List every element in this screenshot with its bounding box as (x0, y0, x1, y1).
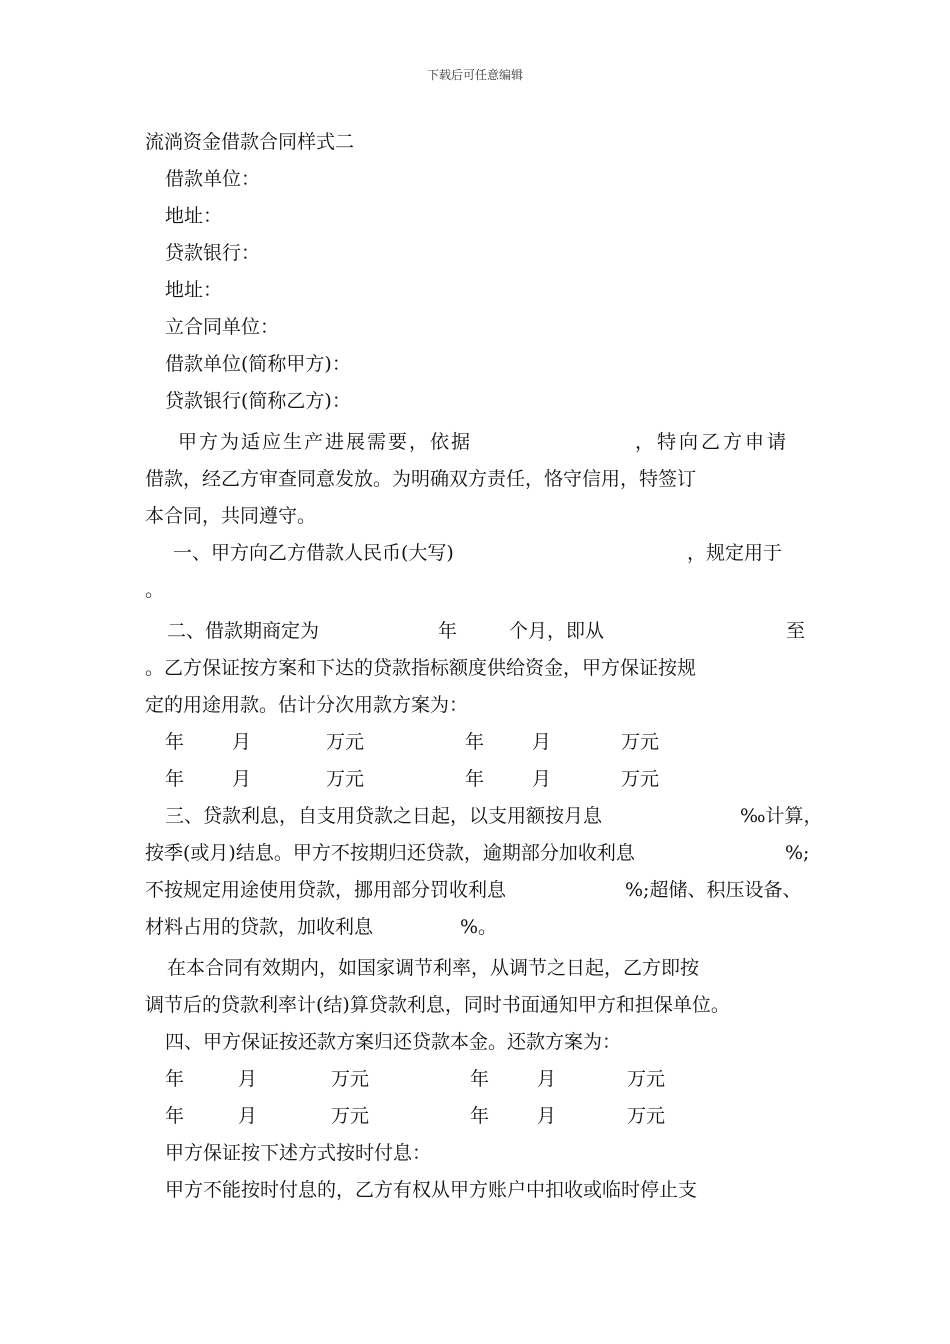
field-party-a: 借款单位(简称甲方)： (165, 353, 351, 375)
rate-line-1: 在本合同有效期内，如国家调节利率，从调节之日起，乙方即按 (167, 957, 700, 979)
plan-row: 年 月 万元 年 月 万元 (165, 768, 660, 790)
pay-method-line: 甲方保证按下述方式按时付息： (165, 1142, 432, 1164)
field-party-b: 贷款银行(简称乙方)： (165, 390, 351, 412)
field-lender-bank: 贷款银行： (165, 242, 261, 264)
clause3-line-2: 按季(或月)结息。甲方不按期归还贷款，逾期部分加收利息 %; (145, 842, 810, 864)
field-borrower: 借款单位： (165, 168, 261, 190)
default-line-1: 甲方不能按时付息的，乙方有权从甲方账户中扣收或临时停止支 (165, 1179, 698, 1201)
field-contracting-parties: 立合同单位： (165, 316, 280, 338)
field-lender-address: 地址： (165, 279, 223, 301)
clause3-line-1: 三、贷款利息，自支用贷款之日起，以支用额按月息 ‰计算， (165, 805, 823, 827)
plan-row: 年 月 万元 年 月 万元 (165, 731, 660, 753)
clause3-line-4: 材料占用的贷款，加收利息 %。 (145, 916, 498, 938)
clause1-line-1: 一、甲方向乙方借款人民币(大写) ，规定用于 (173, 542, 783, 564)
repay-row: 年 月 万元 年 月 万元 (165, 1068, 666, 1090)
clause1-line-2: 。 (145, 579, 165, 601)
document-title: 流淌资金借款合同样式二 (145, 131, 355, 153)
intro-line-3: 本合同，共同遵守。 (145, 505, 317, 527)
clause4-line-1: 四、甲方保证按还款方案归还贷款本金。还款方案为： (165, 1031, 622, 1053)
clause2-line-2: 。乙方保证按方案和下达的贷款指标额度供给资金，甲方保证按规 (145, 657, 697, 679)
rate-line-2: 调节后的贷款利率计(结)算贷款利息，同时书面通知甲方和担保单位。 (145, 994, 730, 1016)
clause3-line-3: 不按规定用途使用贷款，挪用部分罚收利息 %;超储、积压设备、 (145, 879, 802, 901)
clause2-line-3: 定的用途用款。估计分次用款方案为： (145, 694, 469, 716)
page-header-note: 下载后可任意编辑 (426, 68, 523, 82)
intro-line-2: 借款，经乙方审查同意发放。为明确双方责任，恪守信用，特签订 (145, 468, 697, 490)
repay-row: 年 月 万元 年 月 万元 (165, 1105, 666, 1127)
clause2-line-1: 二、借款期商定为 年 个月，即从 至 (167, 620, 806, 642)
intro-line-1: 甲方为适应生产进展需要，依据 ，特向乙方申请 (178, 431, 790, 453)
contract-document (145, 124, 825, 1209)
field-borrower-address: 地址： (165, 205, 223, 227)
